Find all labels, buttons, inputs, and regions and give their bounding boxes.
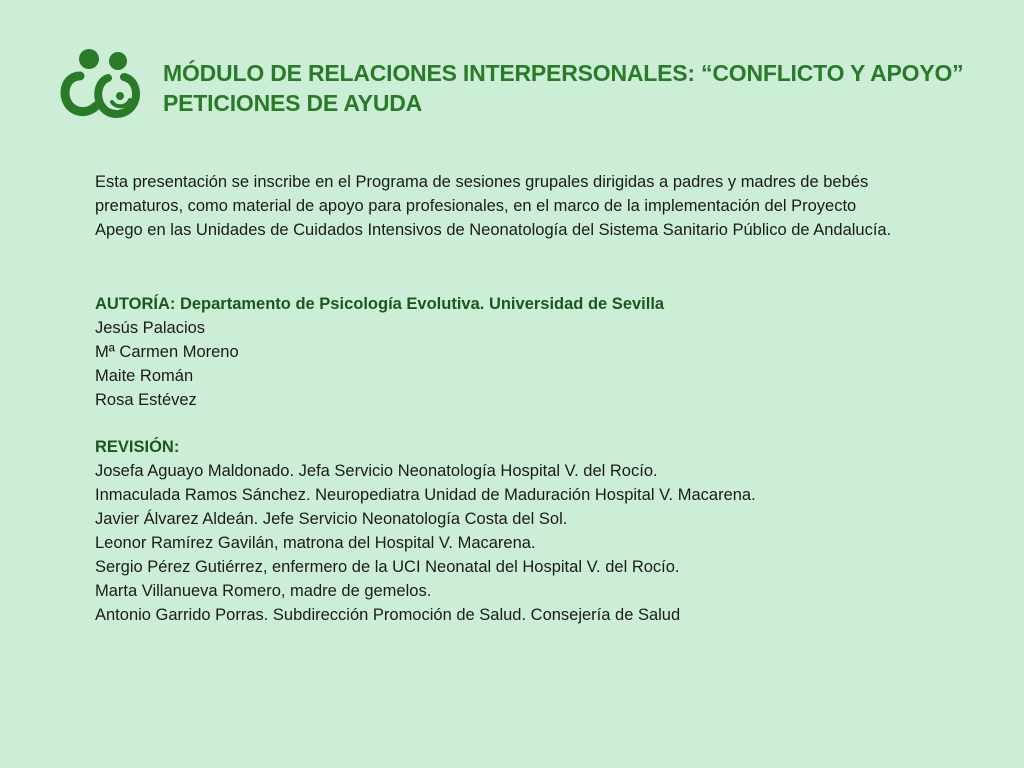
review-section bbox=[95, 435, 975, 627]
parent-and-baby-icon bbox=[56, 46, 146, 122]
author-name: Jesús Palacios bbox=[95, 319, 206, 337]
title-block bbox=[163, 58, 1003, 118]
intro-line: prematuros, como material de apoyo para profesionales, en el marco de la implementación del Proyecto bbox=[95, 197, 857, 215]
page-subtitle: PETICIONES DE AYUDA bbox=[163, 90, 423, 116]
author-name: Maite Román bbox=[95, 367, 194, 385]
review-heading: REVISIÓN: bbox=[95, 438, 180, 456]
intro-line: Apego en las Unidades de Cuidados Intensivos de Neonatología del Sistema Sanitario Público de Andalucía. bbox=[95, 221, 892, 239]
reviewer-entry: Antonio Garrido Porras. Subdirección Promoción de Salud. Consejería de Salud bbox=[95, 606, 681, 624]
author-name: Mª Carmen Moreno bbox=[95, 343, 239, 361]
author-name: Rosa Estévez bbox=[95, 391, 197, 409]
authors-section bbox=[95, 292, 975, 412]
reviewer-entry: Josefa Aguayo Maldonado. Jefa Servicio Neonatología Hospital V. del Rocío. bbox=[95, 462, 658, 480]
reviewer-entry: Javier Álvarez Aldeán. Jefe Servicio Neonatología Costa del Sol. bbox=[95, 510, 568, 528]
reviewer-entry: Inmaculada Ramos Sánchez. Neuropediatra Unidad de Maduración Hospital V. Macarena. bbox=[95, 486, 756, 504]
page-title: MÓDULO DE RELACIONES INTERPERSONALES: “CONFLICTO Y APOYO” bbox=[163, 60, 964, 86]
reviewer-entry: Marta Villanueva Romero, madre de gemelos. bbox=[95, 582, 432, 600]
content-body bbox=[95, 170, 975, 627]
reviewer-entry: Sergio Pérez Gutiérrez, enfermero de la UCI Neonatal del Hospital V. del Rocío. bbox=[95, 558, 680, 576]
intro-line: Esta presentación se inscribe en el Programa de sesiones grupales dirigidas a padres y madres de bebés bbox=[95, 173, 869, 191]
reviewer-entry: Leonor Ramírez Gavilán, matrona del Hospital V. Macarena. bbox=[95, 534, 536, 552]
authors-heading: AUTORÍA: Departamento de Psicología Evolutiva. Universidad de Sevilla bbox=[95, 295, 665, 313]
intro-paragraph bbox=[95, 170, 975, 242]
